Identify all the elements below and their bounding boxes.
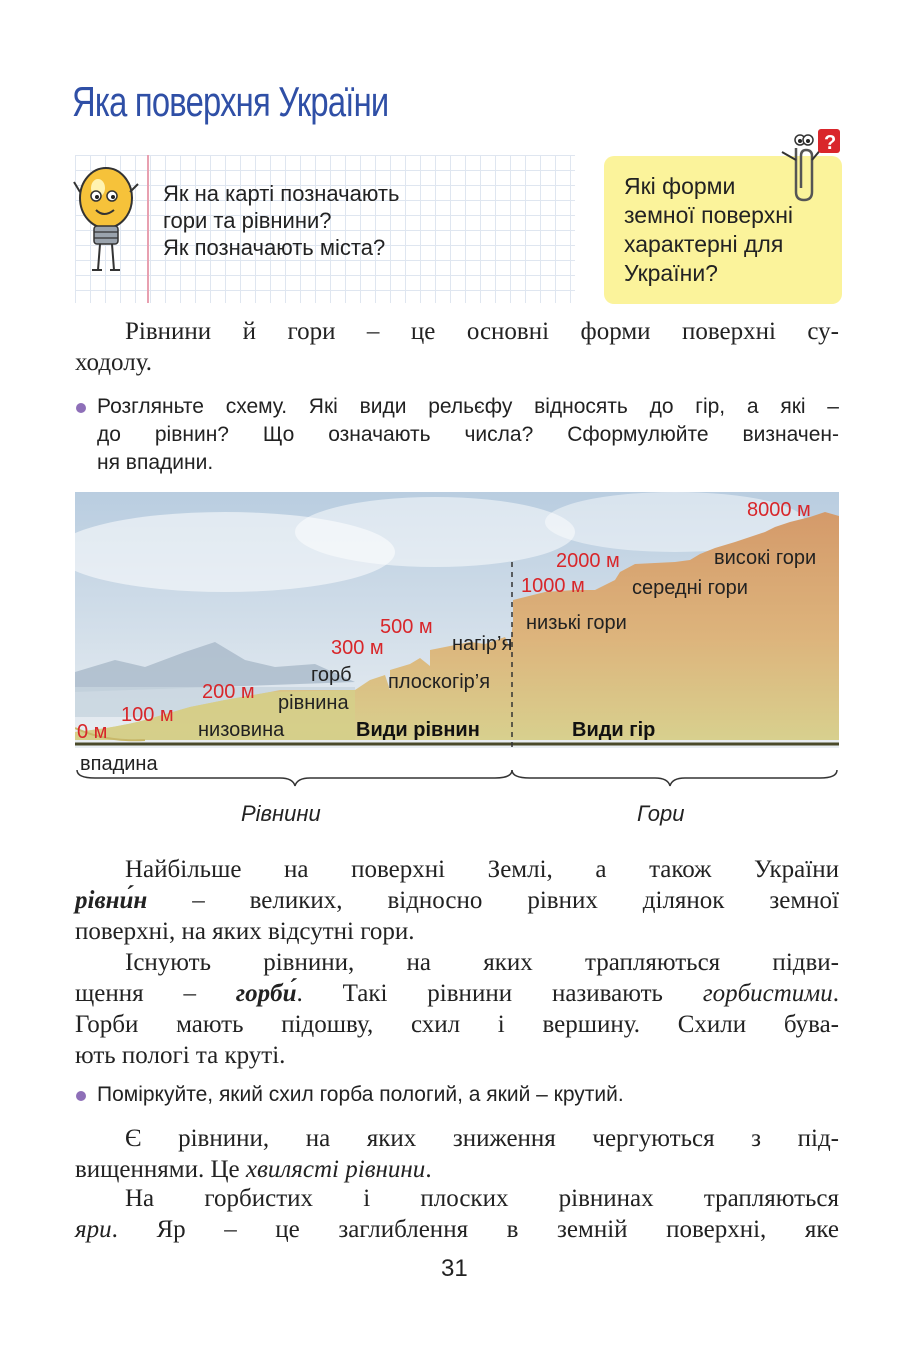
height-1000: 1000 м	[521, 575, 585, 597]
label-lowland: низовина	[198, 719, 285, 741]
label-high-mountains: високі гори	[714, 547, 817, 569]
label-upland: нагір’я	[452, 633, 513, 655]
term-wavy-plains: хвилясті рівнини	[245, 1156, 426, 1183]
paragraph-wavy-plains: Є рівнини, на яких зниження чергуються з під- вищеннями. Це хвилясті рівнини.	[75, 1125, 839, 1183]
braces	[75, 766, 839, 790]
lightbulb-icon	[72, 162, 142, 280]
term-ravines: яри	[75, 1216, 112, 1243]
bullet-dot	[76, 403, 86, 413]
height-0: 0 м	[77, 721, 108, 743]
paragraph-plains: Найбільше на поверхні Землі, а також України рівни́н – великих, відносно рівних ділянок земної поверхні, на яких відсутні гори.	[75, 856, 839, 945]
mountains-brace	[512, 770, 837, 786]
plains-caption: Рівнини	[241, 801, 321, 826]
term-hilly: горбистими	[702, 980, 833, 1007]
question-text: Як на карті позначають гори та рівнини? Як позначають міста?	[163, 181, 400, 260]
label-depression: впадина	[80, 753, 158, 775]
plains-types-label: Види рівнин	[356, 719, 480, 741]
relief-diagram	[75, 492, 839, 748]
label-plateau: плоскогір’я	[388, 671, 491, 693]
key-question-text: Які форми земної поверхні характерні для України?	[624, 173, 794, 286]
paragraph-hills: Існують рівнини, на яких трапляються підви- щення – горби́. Такі рівнини називають горбистими. Горби мають підошву, схил і вершину. Схили бува- ють пологі та круті.	[75, 949, 839, 1069]
height-8000: 8000 м	[747, 499, 811, 521]
cloud	[295, 497, 575, 567]
height-300: 300 м	[331, 637, 384, 659]
label-hill: горб	[311, 664, 352, 686]
height-500: 500 м	[380, 616, 433, 638]
height-100: 100 м	[121, 704, 174, 726]
term-hills: горби́	[235, 980, 297, 1007]
paperclip-icon	[774, 126, 844, 206]
label-mid-mountains: середні гори	[632, 577, 748, 599]
question-mark-badge: ?	[824, 132, 837, 154]
paragraph-ravines: На горбистих і плоских рівнинах трапляються яри. Яр – це заглиблення в земній поверхні, яке	[75, 1185, 839, 1243]
height-200: 200 м	[202, 681, 255, 703]
height-2000: 2000 м	[556, 550, 620, 572]
bullet-dot	[76, 1091, 86, 1101]
task-1: Розгляньте схему. Які види рельєфу відносять до гір, а які – до рівнин? Що означають числа? Сформулюйте визначен- ня впадини.	[97, 395, 839, 474]
page-title: Яка поверхня України	[72, 78, 389, 125]
plains-brace	[77, 770, 512, 786]
label-plain: рівнина	[278, 692, 349, 714]
mountain-types-label: Види гір	[572, 719, 656, 741]
intro-paragraph: Рівнини й гори – це основні форми поверхні су- ходолу.	[75, 318, 839, 376]
term-plains: рівни́н	[75, 887, 148, 914]
task-2: Поміркуйте, який схил горба пологий, а який – крутий.	[97, 1083, 624, 1106]
mountains-caption: Гори	[637, 801, 685, 826]
label-low-mountains: низькі гори	[526, 612, 627, 634]
margin-line	[147, 155, 149, 303]
page-number: 31	[441, 1255, 468, 1282]
